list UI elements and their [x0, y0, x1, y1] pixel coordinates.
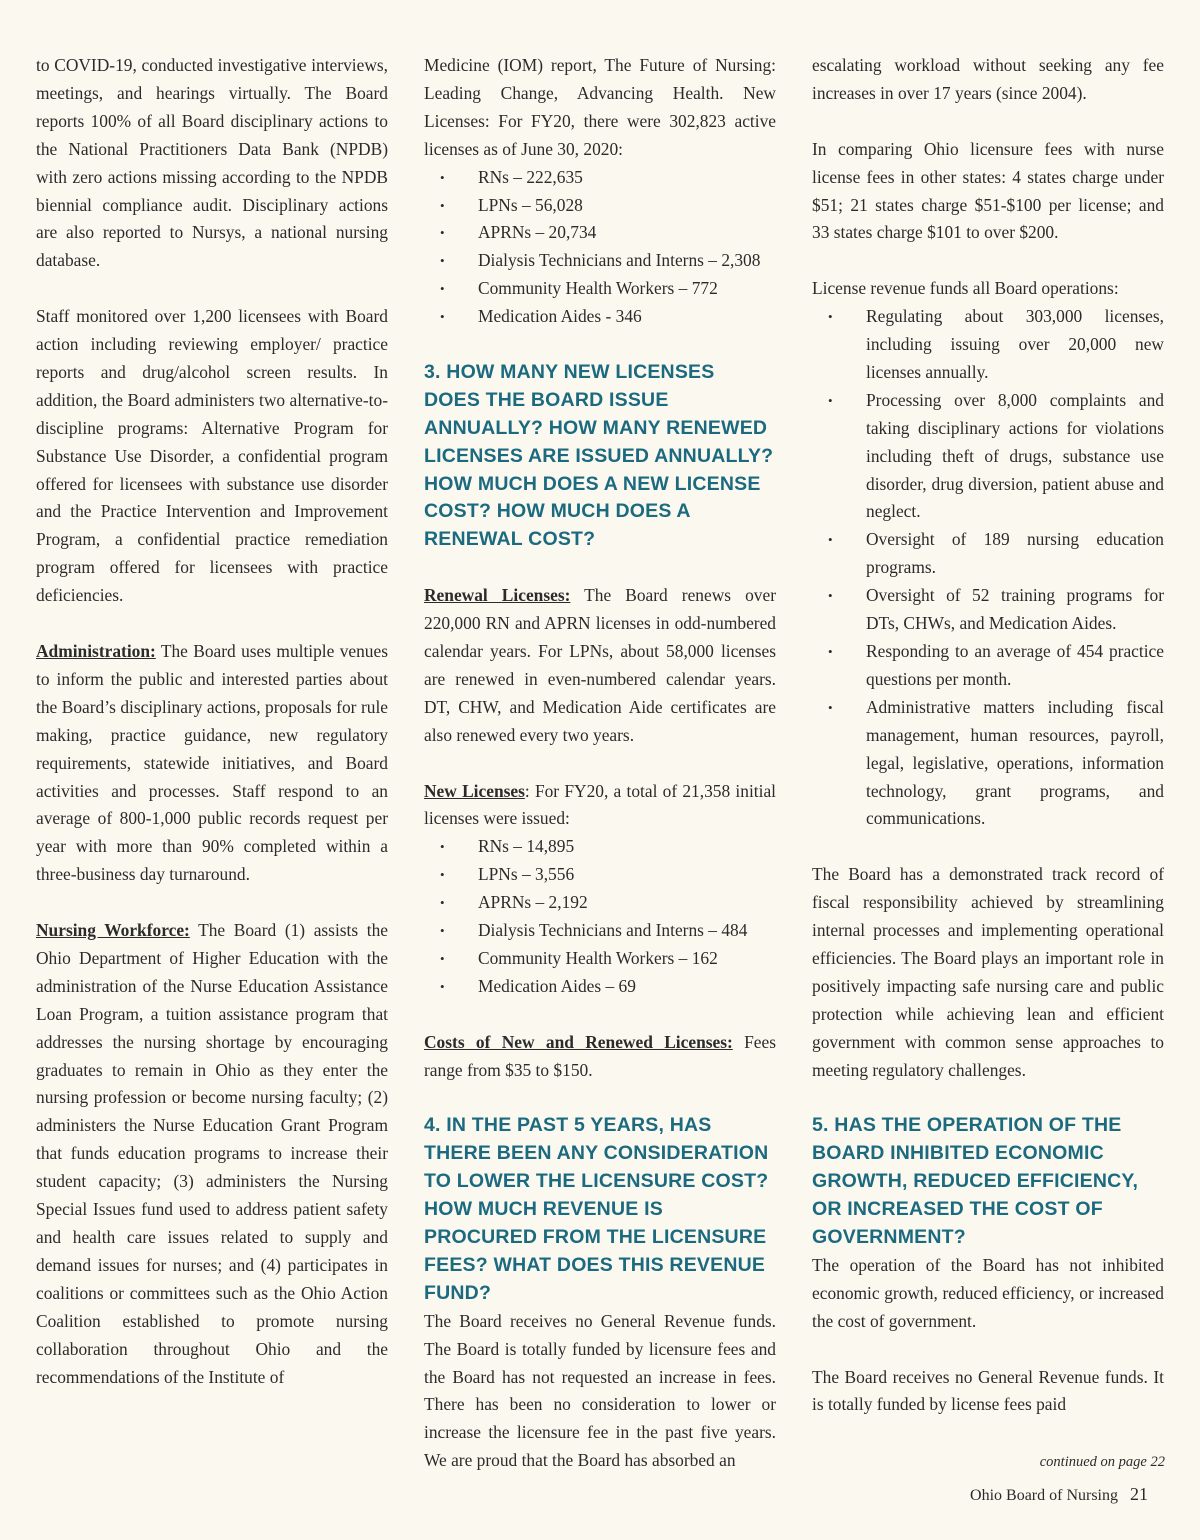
list-item: • Responding to an average of 454 practice questions per month. — [812, 638, 1164, 694]
paragraph: The Board receives no General Revenue funds. The Board is totally funded by licensure fees and the Board has not requested an increase in fees. There has been no consideration to lower or increase the licensure fee in the past five years. We are proud that the Board has absorbed an — [424, 1310, 776, 1471]
new-licenses-list — [424, 833, 776, 1000]
page-number: 21 — [1130, 1484, 1148, 1504]
column-1 — [36, 52, 388, 1391]
page-footer — [970, 1484, 1148, 1505]
paragraph: The Board has a demonstrated track record of fiscal responsibility achieved by streamlining internal processes and implementing operational efficiencies. The Board plays an important role in positively impacting safe nursing care and public protection while achieving lean and efficient government with common sense approaches to meeting regulatory challenges. — [812, 864, 1164, 1080]
new-licenses-paragraph — [424, 778, 776, 834]
list-item: • Community Health Workers – 162 — [424, 945, 776, 973]
new-licenses-label: New Licenses — [424, 780, 525, 801]
list-item: • APRNs – 20,734 — [424, 219, 776, 247]
paragraph: License revenue funds all Board operations: — [812, 278, 1119, 299]
costs-label: Costs of New and Renewed Licenses: — [424, 1031, 733, 1052]
list-item: • APRNs – 2,192 — [424, 889, 776, 917]
list-item: • Processing over 8,000 complaints and taking disciplinary actions for violations including theft of drugs, substance use disorder, drug diversion, patient abuse and neglect. — [812, 387, 1164, 527]
list-item: • Oversight of 52 training programs for DTs, CHWs, and Medication Aides. — [812, 582, 1164, 638]
question-4-heading: 4. IN THE PAST 5 YEARS, HAS THERE BEEN ANY CONSIDERATION TO LOWER THE LICENSURE COST? HOW MUCH REVENUE IS PROCURED FROM THE LICENSURE FEES? WHAT DOES THIS REVENUE FUND? — [424, 1114, 769, 1304]
renewal-licenses-paragraph — [424, 582, 776, 749]
renewal-licenses-text: The Board renews over 220,000 RN and APRN licenses in odd-numbered calendar years. For LPNs, about 58,000 licenses are renewed in even-numbered calendar years. DT, CHW, and Medication Aide certificates are also renewed every two years. — [424, 585, 776, 745]
paragraph: escalating workload without seeking any fee increases in over 17 years (since 2004). — [812, 55, 1164, 103]
list-item: • Dialysis Technicians and Interns – 484 — [424, 917, 776, 945]
list-item: • RNs – 14,895 — [424, 833, 776, 861]
list-item: • LPNs – 3,556 — [424, 861, 776, 889]
column-2 — [424, 52, 776, 1475]
costs-text: Fees range from $35 to $150. — [424, 1031, 777, 1080]
paragraph: The Board receives no General Revenue funds. It is totally funded by license fees paid — [812, 1366, 1164, 1415]
paragraph: to COVID-19, conducted investigative interviews, meetings, and hearings virtually. The Board reports 100% of all Board disciplinary actions to the National Practitioners Data Bank (NPDB) with zero actions missing according to the NPDB biennial compliance audit. Disciplinary actions are also reported to Nursys, a national nursing database. — [36, 55, 388, 271]
administration-text: The Board uses multiple venues to inform the public and interested parties about the Board’s disciplinary actions, proposals for rule making, practice guidance, new regulatory requirements, statewide initiatives, and Board activities and processes. Staff respond to an average of 800-1,000 public records request per year with more than 90% completed within a three-business day turnaround. — [36, 641, 388, 885]
list-item: • Dialysis Technicians and Interns – 2,308 — [424, 247, 776, 275]
question-3-heading: 3. HOW MANY NEW LICENSES DOES THE BOARD ISSUE ANNUALLY? HOW MANY RENEWED LICENSES ARE ISSUED ANNUALLY? HOW MUCH DOES A NEW LICENSE COST? HOW MUCH DOES A RENEWAL COST? — [424, 360, 774, 551]
list-item: • RNs – 222,635 — [424, 164, 776, 192]
continued-note: continued on page 22 — [1039, 1454, 1165, 1470]
list-item: • Regulating about 303,000 licenses, including issuing over 20,000 new licenses annually. — [812, 303, 1164, 387]
nursing-workforce-paragraph — [36, 917, 388, 1391]
renewal-licenses-label: Renewal Licenses: — [424, 585, 571, 606]
administration-paragraph — [36, 638, 388, 889]
footer-org: Ohio Board of Nursing — [970, 1487, 1118, 1504]
costs-paragraph — [424, 1029, 776, 1085]
list-item: • Oversight of 189 nursing education programs. — [812, 526, 1164, 582]
operations-list — [812, 303, 1164, 833]
new-licenses-text: : For FY20, a total of 21,358 initial licenses were issued: — [424, 780, 776, 829]
list-item: • Community Health Workers – 772 — [424, 275, 776, 303]
paragraph: Medicine (IOM) report, The Future of Nursing: Leading Change, Advancing Health. New Licenses: For FY20, there were 302,823 active licenses as of June 30, 2020: — [424, 55, 776, 159]
list-item: • Medication Aides – 69 — [424, 973, 776, 1001]
paragraph: Staff monitored over 1,200 licensees with Board action including reviewing employer/ practice reports and drug/alcohol screen results. In addition, the Board administers two alternative-to-discipline programs: Alternative Program for Substance Use Disorder, a confidential program offered for licensees with substance use disorder and the Practice Intervention and Improvement Program, a confidential practice remediation program offered for licensees with practice deficiencies. — [36, 306, 388, 606]
administration-label: Administration: — [36, 641, 156, 661]
question-5-heading: 5. HAS THE OPERATION OF THE BOARD INHIBITED ECONOMIC GROWTH, REDUCED EFFICIENCY, OR INCREASED THE COST OF GOVERNMENT? — [812, 1114, 1139, 1248]
nursing-workforce-text: The Board (1) assists the Ohio Department of Higher Education with the administration of the Nurse Education Assistance Loan Program, a tuition assistance program that addresses the nursing shortage by encouraging graduates to remain in Ohio as they enter the nursing profession or become nursing faculty; (2) administers the Nurse Education Grant Program that funds education programs to increase their student capacity; (3) administers the Nursing Special Issues fund used to address patient safety and health care issues related to supply and demand issues for nurses; and (4) participates in coalitions or committees such as the Ohio Action Coalition established to promote nursing collaboration throughout Ohio and the recommendations of the Institute of — [36, 920, 388, 1387]
active-licenses-list — [424, 164, 776, 331]
nursing-workforce-label: Nursing Workforce: — [36, 920, 190, 941]
list-item: • LPNs – 56,028 — [424, 192, 776, 220]
list-item: • Medication Aides - 346 — [424, 303, 776, 331]
paragraph: The operation of the Board has not inhibited economic growth, reduced efficiency, or increased the cost of government. — [812, 1254, 1164, 1331]
column-3 — [812, 52, 1164, 1419]
list-item: • Administrative matters including fiscal management, human resources, payroll, legal, legislative, operations, information technology, grant programs, and communications. — [812, 694, 1164, 834]
paragraph: In comparing Ohio licensure fees with nurse license fees in other states: 4 states charge under $51; 21 states charge $51-$100 per license; and 33 states charge $101 to over $200. — [812, 138, 1164, 243]
